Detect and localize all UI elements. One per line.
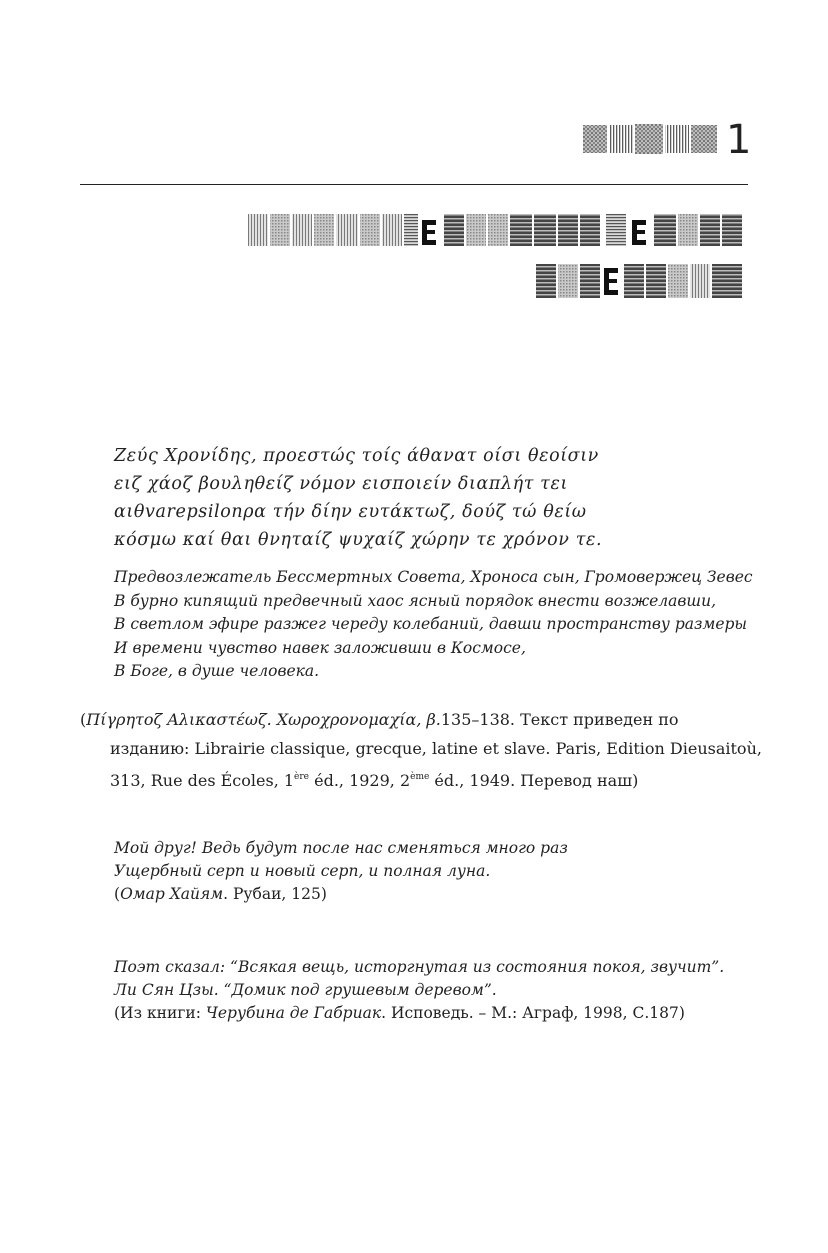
poet-attribution: (Из книги: Черубина де Габриак. Исповедь. – М.: Аграф, 1998, С.187) (114, 1004, 685, 1022)
superscript: ème (410, 772, 430, 782)
source-citation (80, 705, 762, 795)
chapter-number: 1 (726, 117, 752, 163)
omar-line: Ущербный серп и новый серп, и полная луна. (114, 862, 491, 880)
epigraph-poet (114, 956, 724, 1025)
citation-text: 313, Rue des Écoles, 1 (110, 771, 295, 790)
greek-line: κόσμω καί θαι θνηταίζ ψυχαίζ χώρην τε χρόνον τε. (114, 530, 603, 550)
chapter-label-glyphs (583, 124, 717, 154)
russian-line: И времени чувство навек заложивши в Космосе, (114, 638, 526, 657)
poet-book-author: Черубина де Габриак (205, 1004, 382, 1022)
omar-author: Омар Хайям (120, 885, 224, 903)
russian-line: Предвозлежатель Бессмертных Совета, Хроноса сын, Громовержец Зевес (114, 568, 753, 586)
citation-text: 135–138. Текст приведен по (440, 710, 679, 729)
citation-line: изданию: Librairie classique, grecque, latine et slave. Paris, Edition Dieusaitoù, (110, 739, 762, 758)
greek-line: ειζ χάοζ βουληθείζ νόμον εισποιείν διαπλήτ τει (114, 474, 568, 494)
greek-line: Ζεύς Χρονίδης, προεστώς τοίς άθανατ οίσι θεοίσιν (114, 446, 599, 466)
epigraph-omar (114, 837, 568, 906)
header-rule (80, 184, 748, 185)
epigraph-russian (114, 566, 753, 684)
citation-line (80, 705, 748, 734)
epigraph-greek (114, 442, 602, 554)
russian-line: В светлом эфире разжег череду колебаний, давши пространству размеры (114, 615, 748, 633)
poet-line: Ли Сян Цзы. “Домик под грушевым деревом”. (114, 981, 497, 999)
russian-line: В Боге, в душе человека. (114, 662, 320, 680)
citation-italic-title: Πίγρητοζ Αλικαστέωζ. Χωροχρονομαχία, β. (86, 710, 441, 729)
citation-line (80, 763, 748, 795)
greek-line: αιθvarepsilonρα τήν δίην ευτάκτωζ, δούζ τώ θείω (114, 502, 587, 522)
superscript: ère (294, 772, 310, 782)
omar-line: Мой друг! Ведь будут после нас сменяться много раз (114, 839, 568, 857)
chapter-title-glyphs (248, 214, 744, 304)
open-paren: ( (80, 710, 87, 729)
citation-text: éd., 1929, 2 (309, 771, 411, 790)
citation-text: éd., 1949. Перевод наш) (429, 771, 639, 790)
poet-line: Поэт сказал: “Всякая вещь, исторгнутая из состояния покоя, звучит”. (114, 958, 725, 976)
omar-attribution: (Омар Хайям. Рубаи, 125) (114, 885, 327, 903)
russian-line: В бурно кипящий предвечный хаос ясный порядок внести возжелавши, (114, 591, 716, 610)
